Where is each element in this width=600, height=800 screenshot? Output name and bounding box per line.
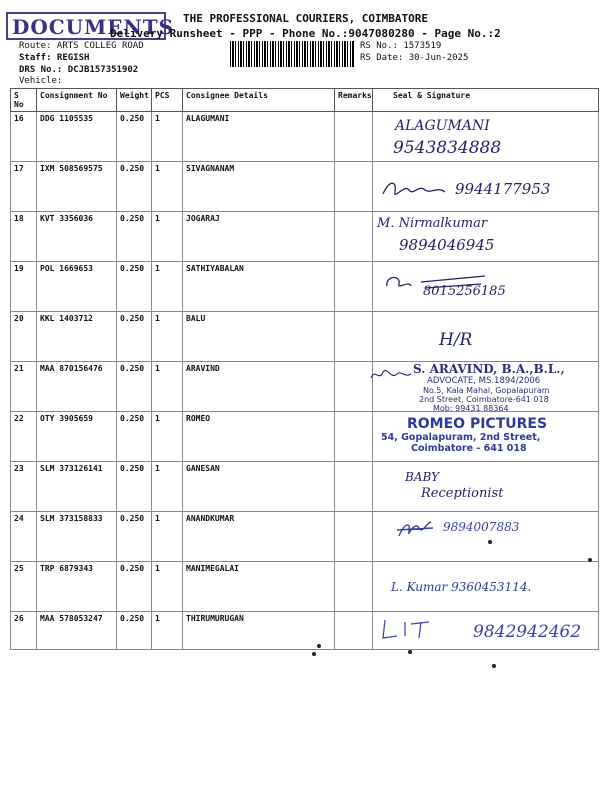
row-sno: 20	[11, 312, 37, 362]
row-weight: 0.250	[117, 362, 152, 412]
route-info: Route: ARTS COLLEG ROAD	[19, 41, 144, 51]
row-signature	[373, 262, 599, 312]
handwritten-name: M. Nirmalkumar	[377, 216, 488, 231]
row-sno: 21	[11, 362, 37, 412]
row-remarks	[335, 312, 373, 362]
staff-info: Staff: REGISH	[19, 53, 90, 63]
row-remarks	[335, 512, 373, 562]
table-header-row	[11, 89, 599, 112]
seal-address-2: Coimbatore - 641 018	[411, 443, 527, 454]
table-row	[11, 562, 599, 612]
row-pcs: 1	[152, 162, 183, 212]
col-pcs: PCS	[152, 89, 183, 112]
ink-dot	[317, 644, 321, 648]
row-consignee: JOGARAJ	[183, 212, 335, 262]
handwritten-phone: 8015256185	[423, 284, 506, 299]
signature-scribble	[379, 616, 439, 642]
handwritten-name: ALAGUMANI	[395, 118, 490, 134]
row-consignee: MANIMEGALAI	[183, 562, 335, 612]
row-weight: 0.250	[117, 412, 152, 462]
row-pcs: 1	[152, 412, 183, 462]
row-remarks	[335, 362, 373, 412]
table-row	[11, 462, 599, 512]
barcode	[230, 41, 355, 67]
company-title: THE PROFESSIONAL COURIERS, COIMBATORE	[183, 12, 429, 25]
row-consignee: ALAGUMANI	[183, 112, 335, 162]
row-consignee: GANESAN	[183, 462, 335, 512]
handwritten-phone: 9894046945	[399, 236, 495, 254]
row-pcs: 1	[152, 362, 183, 412]
seal-address-1: No.5, Kala Mahal, Gopalapuram	[423, 386, 550, 395]
advocate-seal	[413, 362, 565, 413]
row-consignee: SATHIYABALAN	[183, 262, 335, 312]
romeo-pictures-seal	[381, 416, 547, 454]
row-consignment: MAA 578053247	[37, 612, 117, 650]
ink-dot	[312, 652, 316, 656]
seal-mobile: Mob: 99431 88364	[433, 404, 509, 413]
ink-dot	[588, 558, 592, 562]
row-signature	[373, 512, 599, 562]
table-row	[11, 362, 599, 412]
documents-stamp: DOCUMENTS	[6, 12, 166, 40]
col-seal-signature: Seal & Signature	[373, 89, 599, 112]
handwritten-name-phone: L. Kumar 9360453114.	[391, 580, 532, 594]
row-pcs: 1	[152, 512, 183, 562]
row-consignee: SIVAGNANAM	[183, 162, 335, 212]
handwritten-name: BABY	[405, 470, 440, 484]
row-pcs: 1	[152, 112, 183, 162]
row-signature	[373, 362, 599, 412]
table-row	[11, 112, 599, 162]
row-remarks	[335, 262, 373, 312]
row-consignee: ANANDKUMAR	[183, 512, 335, 562]
seal-title: ADVOCATE, MS.1894/2006	[427, 376, 541, 386]
row-sno: 19	[11, 262, 37, 312]
row-consignment: IXM 508569575	[37, 162, 117, 212]
ink-dot	[408, 650, 412, 654]
row-consignment: SLM 373126141	[37, 462, 117, 512]
row-consignment: DDG 1105535	[37, 112, 117, 162]
row-consignee: ARAVIND	[183, 362, 335, 412]
row-consignment: KVT 3356036	[37, 212, 117, 262]
ink-dot	[492, 664, 496, 668]
row-sno: 22	[11, 412, 37, 462]
row-signature	[373, 312, 599, 362]
seal-address-1: 54, Gopalapuram, 2nd Street,	[381, 432, 541, 443]
row-weight: 0.250	[117, 112, 152, 162]
table-row	[11, 162, 599, 212]
row-remarks	[335, 612, 373, 650]
runsheet-subtitle: Delivery Runsheet - PPP - Phone No.:9047080280 - Page No.:2	[110, 27, 501, 40]
row-sno: 16	[11, 112, 37, 162]
row-pcs: 1	[152, 212, 183, 262]
seal-name: ROMEO PICTURES	[407, 416, 548, 432]
row-signature	[373, 412, 599, 462]
row-consignment: TRP 6879343	[37, 562, 117, 612]
table-row	[11, 412, 599, 462]
handwritten-phone: 9944177953	[455, 180, 551, 198]
row-remarks	[335, 212, 373, 262]
handwritten-phone: 9842942462	[473, 622, 582, 642]
row-consignee: THIRUMURUGAN	[183, 612, 335, 650]
row-weight: 0.250	[117, 462, 152, 512]
row-consignee: BALU	[183, 312, 335, 362]
row-sno: 23	[11, 462, 37, 512]
handwritten-mark: H/R	[439, 330, 473, 350]
table-row	[11, 312, 599, 362]
row-consignment: POL 1669653	[37, 262, 117, 312]
handwritten-title: Receptionist	[421, 486, 504, 501]
row-sno: 18	[11, 212, 37, 262]
table-row	[11, 262, 599, 312]
seal-address-2: 2nd Street, Coimbatore-641 018	[419, 395, 549, 404]
row-sno: 25	[11, 562, 37, 612]
row-weight: 0.250	[117, 162, 152, 212]
row-pcs: 1	[152, 612, 183, 650]
row-remarks	[335, 162, 373, 212]
signature-scribble	[395, 516, 435, 542]
table-row	[11, 612, 599, 650]
row-remarks	[335, 462, 373, 512]
runsheet-table	[10, 88, 599, 650]
row-signature	[373, 562, 599, 612]
row-signature	[373, 612, 599, 650]
table-row	[11, 512, 599, 562]
col-consignment: Consignment No	[37, 89, 117, 112]
row-weight: 0.250	[117, 262, 152, 312]
row-signature	[373, 462, 599, 512]
row-pcs: 1	[152, 312, 183, 362]
rs-date: RS Date: 30-Jun-2025	[360, 53, 469, 63]
row-weight: 0.250	[117, 312, 152, 362]
col-consignee: Consignee Details	[183, 89, 335, 112]
ink-dot	[488, 540, 492, 544]
row-weight: 0.250	[117, 512, 152, 562]
row-consignment: KKL 1403712	[37, 312, 117, 362]
row-weight: 0.250	[117, 212, 152, 262]
row-remarks	[335, 412, 373, 462]
rs-number: RS No.: 1573519	[360, 41, 442, 51]
handwritten-phone: 9894007883	[443, 520, 520, 534]
row-remarks	[335, 112, 373, 162]
col-remarks: Remarks	[335, 89, 373, 112]
col-sno: S No	[11, 89, 37, 112]
signature-scribble	[379, 176, 449, 202]
row-pcs: 1	[152, 462, 183, 512]
row-consignee: ROMEO	[183, 412, 335, 462]
seal-name: S. ARAVIND, B.A.,B.L.,	[413, 362, 565, 376]
row-signature	[373, 212, 599, 262]
row-signature	[373, 112, 599, 162]
signature-scribble	[369, 364, 413, 384]
table-row	[11, 212, 599, 262]
drs-number: DRS No.: DCJB157351902	[19, 65, 139, 75]
row-signature	[373, 162, 599, 212]
row-consignment: SLM 373158833	[37, 512, 117, 562]
row-remarks	[335, 562, 373, 612]
row-sno: 24	[11, 512, 37, 562]
row-pcs: 1	[152, 262, 183, 312]
vehicle-info: Vehicle:	[19, 76, 63, 86]
handwritten-phone: 9543834888	[393, 138, 502, 158]
row-sno: 26	[11, 612, 37, 650]
row-pcs: 1	[152, 562, 183, 612]
row-weight: 0.250	[117, 562, 152, 612]
row-consignment: OTY 3905659	[37, 412, 117, 462]
col-weight: Weight	[117, 89, 152, 112]
row-sno: 17	[11, 162, 37, 212]
row-consignment: MAA 870156476	[37, 362, 117, 412]
row-weight: 0.250	[117, 612, 152, 650]
